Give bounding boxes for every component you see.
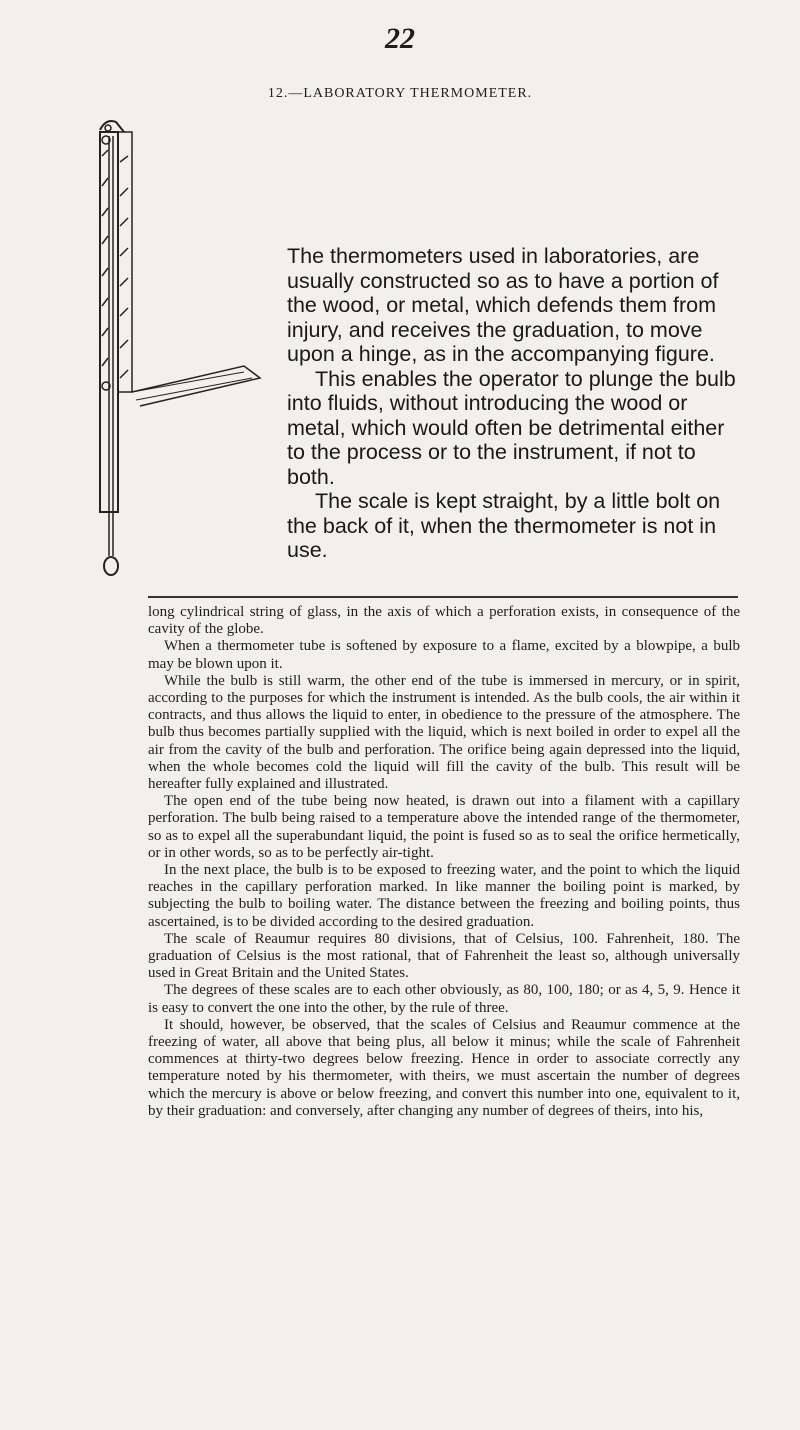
- bulb-paragraph: This enables the operator to plunge the bulb into fluids, without introducing the wood or metal, which would often be detrimental either to the process or to the instrument, if not to both.: [287, 366, 736, 489]
- plate-title: 12.—LABORATORY THERMOMETER.: [267, 86, 533, 101]
- bolt-paragraph: The scale is kept straight, by a little bolt on the back of it, when the thermometer is not in use.: [287, 489, 721, 562]
- body-paragraph: The open end of the tube being now heated, is drawn out into a filament with a capillary perforation. The bulb being raised to a temperature above the intended range of the thermometer, so as to expel all the superabundant liquid, the point is fused so as to seal the orifice hermetically, or in other words, so as to be perfectly air-tight.: [148, 793, 740, 861]
- body-paragraph: While the bulb is still warm, the other end of the tube is immersed in mercury, or in spirit, according to the purposes for which the instrument is intended. As the bulb cools, the air within it contracts, and thus allows the liquid to enter, in obedience to the pressure of the atmosphere. The bulb thus becomes partially supplied with the liquid, which is next boiled in order to expel all the air from the cavity of the bulb and perforation. The orifice being again depressed into the liquid, when the whole becomes cold the liquid will fill the cavity of the bulb. This result will be hereafter fully explained and illustrated.: [148, 672, 740, 793]
- body-paragraph: long cylindrical string of glass, in the axis of which a perforation exists, in consequence of the cavity of the globe.: [148, 604, 740, 638]
- section-divider: [148, 596, 738, 598]
- page-number: 22: [385, 22, 415, 55]
- body-paragraph: In the next place, the bulb is to be exposed to freezing water, and the point to which the liquid reaches in the capillary perforation marked. In like manner the boiling point is marked, by subjecting the bulb to boiling water. The distance between the freezing and boiling points, thus ascertained, is to be divided according to the desired graduation.: [148, 862, 740, 930]
- thermometer-illustration: [84, 116, 284, 576]
- body-paragraph: When a thermometer tube is softened by exposure to a flame, excited by a blowpipe, a bulb may be blown upon it.: [148, 638, 740, 672]
- body-paragraph: It should, however, be observed, that the scales of Celsius and Reaumur commence at the freezing of water, all above that being plus, all below it minus; while the scale of Fahrenheit commences at thirty-two degrees below freezing. Hence in order to associate correctly any temperature noted by his thermometer, with theirs, we must ascertain the number of degrees which the mercury is above or below freezing, and convert this number into one, equivalent to it, by their graduation: and conversely, after changing any number of degrees of theirs, into his,: [148, 1016, 740, 1119]
- body-paragraph: The degrees of these scales are to each other obviously, as 80, 100, 180; or as 4, 5, 9. Hence it is easy to convert the one into the other, by the rule of three.: [148, 982, 740, 1016]
- body-paragraph: The scale of Reaumur requires 80 divisions, that of Celsius, 100. Fahrenheit, 180. The graduation of Celsius is the most rational, that of Fahrenheit the least so, although universally used in Great Britain and the United States.: [148, 930, 740, 982]
- figure-description: [287, 244, 737, 563]
- body-text: [148, 604, 740, 1120]
- intro-paragraph: The thermometers used in laboratories, are usually constructed so as to have a portion of the wood, or metal, which defends them from injury, and receives the graduation, to move upon a hinge, as in the accompanying figure.: [287, 244, 719, 366]
